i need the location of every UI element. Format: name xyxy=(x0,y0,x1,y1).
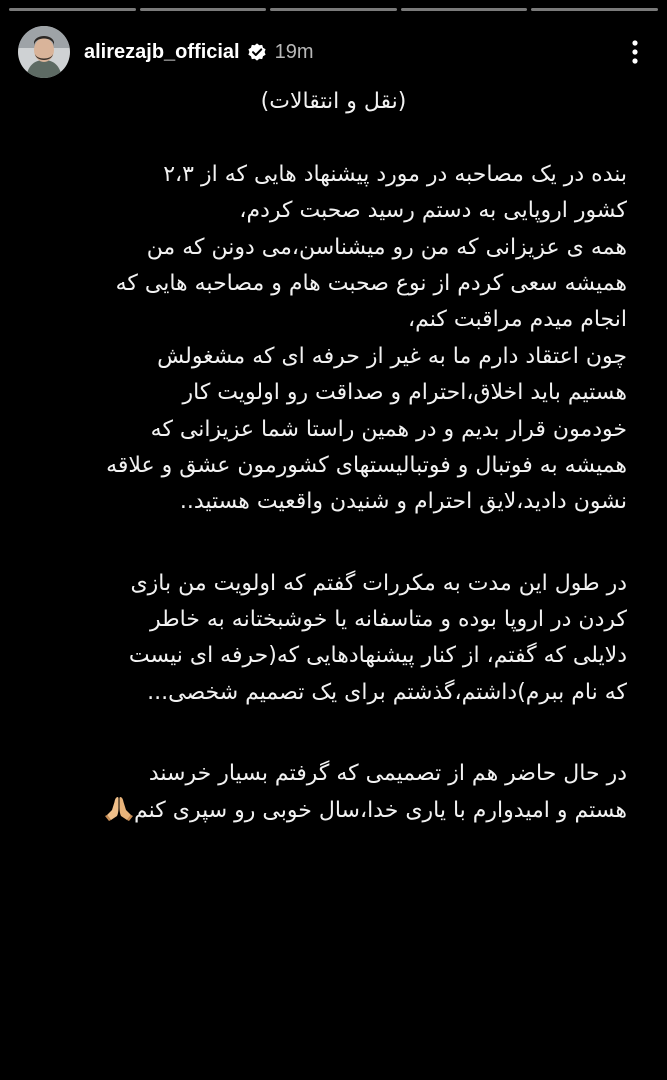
text-line: چون اعتقاد دارم ما به غیر از حرفه ای که مشغولش xyxy=(157,343,627,369)
text-line: همیشه سعی کردم از نوع صحبت هام و مصاحبه هایی که xyxy=(115,270,627,296)
progress-segment xyxy=(531,8,658,11)
text-line: نشون دادید،لایق احترام و شنیدن واقعیت هستید.. xyxy=(179,489,627,515)
story-title: (نقل و انتقالات) xyxy=(260,89,407,114)
story-progress-bar xyxy=(9,8,658,11)
text-line: کشور اروپایی به دستم رسید صحبت کردم، xyxy=(239,198,627,224)
text-line-content: هستم و امیدوارم با یاری خدا،سال خوبی رو سپری کنم xyxy=(134,797,627,823)
story-header xyxy=(18,24,649,80)
text-line: در طول این مدت به مکررات گفتم که اولویت من بازی xyxy=(130,570,627,596)
text-line: انجام میدم مراقبت کنم، xyxy=(408,307,627,333)
text-line: دلایلی که گفتم، از کنار پیشنهادهایی که(حرفه ای نیست xyxy=(128,643,627,669)
text-line-last xyxy=(40,793,627,829)
text-line: هستیم باید اخلاق،احترام و صداقت رو اولویت کار xyxy=(182,380,627,406)
text-line: که نام ببرم)داشتم،گذشتم برای یک تصمیم شخصی... xyxy=(147,679,627,705)
progress-segment xyxy=(270,8,397,11)
username[interactable]: alirezajb_official xyxy=(84,40,240,63)
text-line: بنده در یک مصاحبه در مورد پیشنهاد هایی که از ۲،۳ xyxy=(163,161,627,187)
avatar[interactable] xyxy=(18,26,70,78)
progress-segment xyxy=(9,8,136,11)
verified-badge-icon xyxy=(247,42,267,62)
progress-segment xyxy=(140,8,267,11)
folded-hands-icon xyxy=(104,794,134,822)
text-line: در حال حاضر هم از تصمیمی که گرفتم بسیار خرسند xyxy=(148,761,627,787)
text-line: همه ی عزیزانی که من رو میشناسن،می دونن که من xyxy=(146,234,627,260)
text-line: همیشه به فوتبال و فوتبالیستهای کشورمون عشق و علاقه xyxy=(106,452,627,478)
text-line: خودمون قرار بدیم و در همین راستا شما عزیزانی که xyxy=(150,416,627,442)
text-line: کردن در اروپا بوده و متاسفانه یا خوشبختانه به خاطر xyxy=(149,607,627,633)
progress-segment xyxy=(401,8,528,11)
story-text-body xyxy=(40,84,627,829)
more-vertical-icon[interactable] xyxy=(623,38,647,66)
post-time: 19m xyxy=(274,40,314,63)
